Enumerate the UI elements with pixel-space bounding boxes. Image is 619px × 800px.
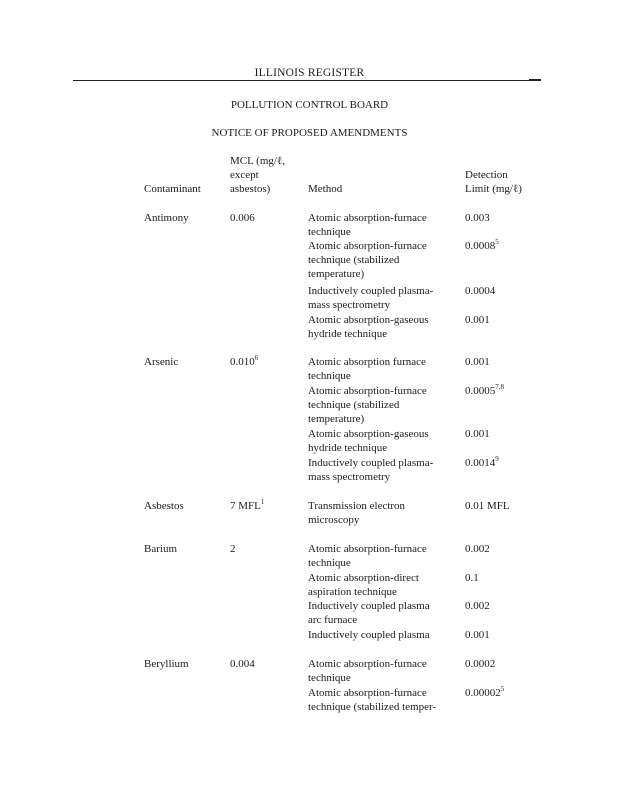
detection-limit [465, 384, 504, 398]
footnote-marker: 1 [260, 498, 265, 506]
method-line: temperature) [308, 268, 365, 280]
limit-value: 0.0008 [465, 240, 496, 252]
method-line: Atomic absorption-furnace [308, 385, 427, 397]
method-line: Atomic absorption-furnace [308, 543, 427, 555]
mcl-value: 0.006 [230, 212, 255, 224]
limit-value: 0.00002 [465, 687, 501, 699]
method-line: hydride technique [308, 328, 388, 340]
detection-limit: 0.1 [465, 572, 479, 584]
detection-limit: 0.01 MFL [465, 500, 510, 512]
board-name: POLLUTION CONTROL BOARD [230, 99, 389, 111]
contaminant-name: Arsenic [144, 356, 179, 368]
limit-value: 0.0014 [465, 457, 496, 469]
method-line: Inductively coupled plasma [308, 629, 430, 641]
header-contaminant: Contaminant [144, 183, 201, 195]
contaminant-name: Antimony [144, 212, 189, 224]
footnote-marker: 5 [495, 238, 499, 246]
method-line: Atomic absorption-furnace [308, 687, 427, 699]
method-line: Inductively coupled plasma- [308, 457, 434, 469]
method-line: Atomic absorption furnace [308, 356, 426, 368]
method-line: technique [308, 557, 351, 569]
method-line: technique [308, 370, 351, 382]
mcl-value: 2 [230, 543, 236, 555]
footnote-marker: 7,8 [495, 383, 504, 391]
method-line: mass spectrometry [308, 471, 391, 483]
method-line: Inductively coupled plasma [308, 600, 430, 612]
method-line: microscopy [308, 514, 360, 526]
header-mcl-line1: MCL (mg/ℓ, [230, 155, 285, 167]
detection-limit: 0.003 [465, 212, 490, 224]
mcl-value [230, 499, 264, 513]
method-line: Atomic absorption-gaseous [308, 428, 429, 440]
method-line: technique (stabilized temper- [308, 701, 437, 713]
method-line: arc furnace [308, 614, 358, 626]
mcl-value: 0.004 [230, 658, 255, 670]
method-line: Atomic absorption-furnace [308, 240, 427, 252]
method-line: technique [308, 226, 351, 238]
detection-limit: 0.002 [465, 600, 490, 612]
footnote-marker: 5 [500, 685, 505, 693]
detection-limit [465, 239, 499, 253]
footnote-marker: 9 [495, 455, 499, 463]
detection-limit: 0.001 [465, 314, 490, 326]
contaminant-name: Beryllium [144, 658, 189, 670]
detection-limit: 0.0004 [465, 285, 496, 297]
method-line: aspiration technique [308, 586, 397, 598]
header-method: Method [308, 183, 343, 195]
header-rule-tick [529, 79, 541, 81]
mcl-number: 7 MFL [230, 500, 261, 512]
mcl-number: 0.010 [230, 356, 255, 368]
header-mcl-line2: except [230, 169, 259, 181]
detection-limit [465, 686, 504, 700]
method-line: temperature) [308, 413, 365, 425]
header-limit-line1: Detection [465, 169, 508, 181]
header-limit-line2: Limit (mg/ℓ) [465, 183, 522, 195]
method-line: Transmission electron [308, 500, 406, 512]
detection-limit: 0.001 [465, 356, 490, 368]
detection-limit: 0.002 [465, 543, 490, 555]
method-line: technique (stabilized [308, 399, 400, 411]
limit-value: 0.0005 [465, 385, 496, 397]
method-line: Atomic absorption-furnace [308, 658, 427, 670]
method-line: Inductively coupled plasma- [308, 285, 434, 297]
method-line: Atomic absorption-furnace [308, 212, 427, 224]
contaminant-name: Barium [144, 543, 177, 555]
method-line: Atomic absorption-gaseous [308, 314, 429, 326]
method-line: mass spectrometry [308, 299, 391, 311]
header-rule [73, 80, 540, 81]
method-line: technique [308, 672, 351, 684]
method-line: hydride technique [308, 442, 388, 454]
contaminant-name: Asbestos [144, 500, 184, 512]
method-line: technique (stabilized [308, 254, 400, 266]
mcl-value [230, 355, 258, 369]
register-title: ILLINOIS REGISTER [254, 67, 365, 79]
header-mcl-line3: asbestos) [230, 183, 271, 195]
detection-limit [465, 456, 499, 470]
detection-limit: 0.0002 [465, 658, 496, 670]
notice-title: NOTICE OF PROPOSED AMENDMENTS [211, 127, 408, 139]
method-line: Atomic absorption-direct [308, 572, 419, 584]
detection-limit: 0.001 [465, 629, 490, 641]
footnote-marker: 6 [254, 354, 259, 362]
detection-limit: 0.001 [465, 428, 490, 440]
